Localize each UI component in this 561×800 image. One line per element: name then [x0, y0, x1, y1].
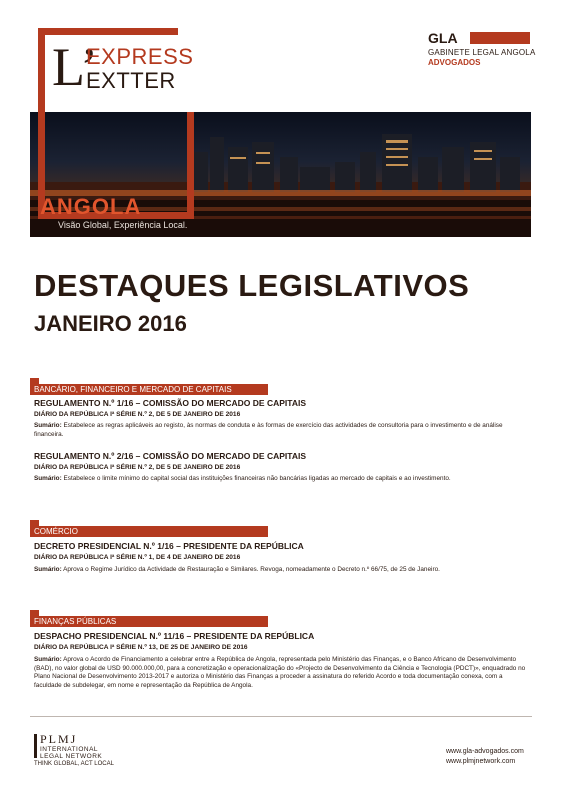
gla-logo-bar — [470, 32, 530, 44]
summary-label: Sumário: — [34, 475, 62, 482]
gla-website-link[interactable]: www.gla-advogados.com — [446, 748, 524, 755]
logo-express: EXPRESS — [86, 44, 194, 69]
document-title: DESTAQUES LEGISLATIVOS — [34, 268, 470, 303]
plmj-logo-line2: INTERNATIONAL — [40, 746, 99, 753]
item-summary — [34, 566, 530, 575]
section-heading-banking: BANCÁRIO, FINANCEIRO E MERCADO DE CAPITAIS — [30, 384, 268, 395]
item-summary — [34, 475, 530, 484]
section-heading-commerce: COMÉRCIO — [30, 526, 268, 537]
summary-text: Aprova o Acordo de Financiamento a celebrar entre a República de Angola, representada pelo Ministério das Finanças, e o Banco Africano de Desenvolvimento (BAD), no valor global de USD 90.000.000,00, para a concretização e operacionalização do «Projecto de Desenvolvimento da Ciência e Tecnologia (PDCT)», enquadrado no Plano Nacional de Desenvolvimento 2013-2017 e autoriza o Ministério das Finanças a proceder a assinatura do referido Acordo e toda documentação conexa, com a faculdade de subdelegar, em nome e representação da República de Angola. — [34, 656, 526, 689]
gla-full-name: GABINETE LEGAL ANGOLA — [428, 48, 536, 57]
summary-label: Sumário: — [34, 566, 62, 573]
item-date: DIÁRIO DA REPÚBLICA Iª SÉRIE N.º 13, DE 25 DE JANEIRO DE 2016 — [34, 644, 248, 651]
plmj-logo-bar — [34, 734, 37, 758]
plmj-logo-line3: LEGAL NETWORK — [40, 753, 103, 760]
plmj-website-link[interactable]: www.plmjnetwork.com — [446, 758, 516, 765]
plmj-logo-name: PLMJ — [40, 732, 78, 746]
logo-frame-right-bar — [187, 112, 194, 219]
banner-title: ANGOLA — [40, 194, 142, 219]
item-summary — [34, 422, 530, 439]
item-title: REGULAMENTO N.º 2/16 – COMISSÃO DO MERCADO DE CAPITAIS — [34, 451, 306, 461]
gla-tagline: ADVOGADOS — [428, 58, 481, 67]
summary-label: Sumário: — [34, 656, 62, 663]
item-title: DECRETO PRESIDENCIAL N.º 1/16 – PRESIDENTE DA REPÚBLICA — [34, 541, 304, 551]
summary-text: Estabelece o limite mínimo do capital social das instituições financeiras não bancárias ligadas ao mercado de capitais e ao investimento. — [63, 475, 451, 482]
logo-letter: L’ — [52, 37, 99, 97]
item-date: DIÁRIO DA REPÚBLICA Iª SÉRIE N.º 2, DE 5 DE JANEIRO DE 2016 — [34, 464, 241, 471]
gla-logo-short: GLA — [428, 30, 458, 46]
document-subtitle: JANEIRO 2016 — [34, 311, 187, 336]
summary-label: Sumário: — [34, 422, 62, 429]
section-heading-public-finance: FINANÇAS PÚBLICAS — [30, 616, 268, 627]
summary-text: Estabelece as regras aplicáveis ao registo, às normas de conduta e às formas de exercício das actividades de consultoria para o investimento e de análise financeira. — [34, 422, 503, 438]
item-title: REGULAMENTO N.º 1/16 – COMISSÃO DO MERCADO DE CAPITAIS — [34, 398, 306, 408]
item-summary — [34, 656, 530, 690]
plmj-tagline: THINK GLOBAL, ACT LOCAL — [34, 761, 114, 767]
logo-extter: EXTTER — [86, 68, 176, 93]
summary-text: Aprova o Regime Jurídico da Actividade de Restauração e Similares. Revoga, nomeadamente o Decreto n.º 66/75, de 25 de Janeiro. — [63, 566, 440, 573]
banner-subtitle: Visão Global, Experiência Local. — [58, 220, 188, 230]
item-date: DIÁRIO DA REPÚBLICA Iª SÉRIE N.º 2, DE 5 DE JANEIRO DE 2016 — [34, 411, 241, 418]
footer-divider — [30, 716, 532, 717]
item-title: DESPACHO PRESIDENCIAL N.º 11/16 – PRESIDENTE DA REPÚBLICA — [34, 631, 315, 641]
item-date: DIÁRIO DA REPÚBLICA Iª SÉRIE N.º 1, DE 4 DE JANEIRO DE 2016 — [34, 554, 241, 561]
